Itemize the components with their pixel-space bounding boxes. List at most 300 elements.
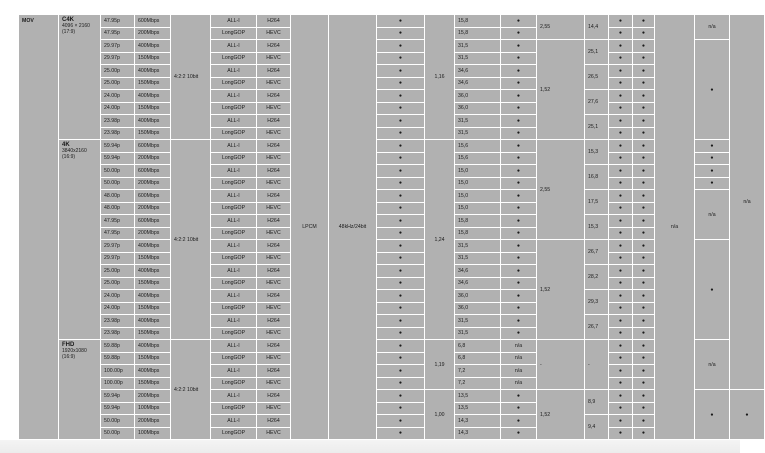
dot-cell-b: ● xyxy=(633,290,655,303)
dot-cell-a: ● xyxy=(609,240,633,253)
value-cell: 31,5 xyxy=(455,127,501,140)
bitrate-cell: 150Mbps xyxy=(135,277,171,290)
availability-cell: ● xyxy=(501,40,537,53)
dot-cell-a: ● xyxy=(609,427,633,440)
table-row xyxy=(19,140,765,153)
aspect-ratio: (16:9) xyxy=(62,354,76,361)
value-cell: 14,3 xyxy=(455,415,501,428)
feature-y-cell: ● xyxy=(695,240,730,340)
dot-cell-a: ● xyxy=(609,165,633,178)
frame-rate-cell: 29.97p xyxy=(101,52,135,65)
audio-dot-cell: ● xyxy=(377,352,425,365)
dot-cell-b: ● xyxy=(633,390,655,403)
dot-cell-a: ● xyxy=(609,277,633,290)
feature-y-cell: ● xyxy=(695,177,730,190)
compression-cell: ALL-I xyxy=(211,415,257,428)
dot-cell-b: ● xyxy=(633,427,655,440)
availability-cell: ● xyxy=(501,190,537,203)
compression-cell: LongGOP xyxy=(211,27,257,40)
audio-dot-cell: ● xyxy=(377,415,425,428)
availability-cell: ● xyxy=(501,90,537,103)
value-cell: 6,8 xyxy=(455,340,501,353)
resolution-cell xyxy=(59,340,101,440)
availability-cell: ● xyxy=(501,127,537,140)
feature-y-cell: ● xyxy=(695,390,730,440)
dot-cell-b: ● xyxy=(633,102,655,115)
factor-cell: 2,55 xyxy=(537,140,585,240)
dot-cell-b: ● xyxy=(633,277,655,290)
dot-cell-b: ● xyxy=(633,227,655,240)
bitrate-cell: 200Mbps xyxy=(135,27,171,40)
dot-cell-a: ● xyxy=(609,77,633,90)
table-row xyxy=(19,240,765,253)
codec-cell: HEVC xyxy=(257,177,291,190)
compression-cell: ALL-I xyxy=(211,65,257,78)
bitrate-cell: 200Mbps xyxy=(135,202,171,215)
dot-cell-a: ● xyxy=(609,177,633,190)
bitrate-cell: 200Mbps xyxy=(135,415,171,428)
compression-cell: LongGOP xyxy=(211,227,257,240)
frame-rate-cell: 25.00p xyxy=(101,277,135,290)
dot-cell-b: ● xyxy=(633,340,655,353)
aspect-ratio: (16:9) xyxy=(62,154,76,161)
compression-cell: ALL-I xyxy=(211,240,257,253)
bottom-fade xyxy=(0,440,740,453)
bitrate-cell: 400Mbps xyxy=(135,315,171,328)
value-cell: 36,0 xyxy=(455,102,501,115)
value-cell: 36,0 xyxy=(455,302,501,315)
codec-cell: HEVC xyxy=(257,252,291,265)
crop-factor-cell: 1,24 xyxy=(425,140,455,340)
table-row xyxy=(19,315,765,328)
audio-dot-cell: ● xyxy=(377,40,425,53)
frame-rate-cell: 47.95p xyxy=(101,15,135,28)
frame-rate-cell: 50.00p xyxy=(101,177,135,190)
value-cell: 31,5 xyxy=(455,315,501,328)
container-cell: MOV xyxy=(19,15,59,440)
frame-rate-cell: 50.00p xyxy=(101,427,135,440)
table-row xyxy=(19,65,765,78)
audio-dot-cell: ● xyxy=(377,227,425,240)
audio-dot-cell: ● xyxy=(377,115,425,128)
availability-cell: ● xyxy=(501,315,537,328)
audio-dot-cell: ● xyxy=(377,277,425,290)
codec-cell: HEVC xyxy=(257,402,291,415)
frame-rate-cell: 59.94p xyxy=(101,402,135,415)
time-cell: 8,9 xyxy=(585,390,609,415)
availability-cell: ● xyxy=(501,240,537,253)
dot-cell-b: ● xyxy=(633,65,655,78)
codec-cell: HEVC xyxy=(257,352,291,365)
availability-cell: ● xyxy=(501,302,537,315)
table-row xyxy=(19,327,765,340)
audio-dot-cell: ● xyxy=(377,140,425,153)
value-cell: 31,5 xyxy=(455,252,501,265)
table-row xyxy=(19,252,765,265)
table-row xyxy=(19,290,765,303)
dot-cell-b: ● xyxy=(633,265,655,278)
table-row xyxy=(19,377,765,390)
bitrate-cell: 400Mbps xyxy=(135,290,171,303)
codec-cell: H264 xyxy=(257,215,291,228)
dot-cell-a: ● xyxy=(609,202,633,215)
bitrate-cell: 150Mbps xyxy=(135,252,171,265)
value-cell: 34,6 xyxy=(455,65,501,78)
codec-cell: H264 xyxy=(257,65,291,78)
table-row xyxy=(19,302,765,315)
value-cell: 7,2 xyxy=(455,365,501,378)
frame-rate-cell: 24.00p xyxy=(101,90,135,103)
frame-rate-cell: 48.00p xyxy=(101,190,135,203)
audio-rate-cell: 48kHz/24bit xyxy=(329,15,377,440)
dot-cell-b: ● xyxy=(633,190,655,203)
value-cell: 31,5 xyxy=(455,40,501,53)
dot-cell-a: ● xyxy=(609,102,633,115)
codec-cell: HEVC xyxy=(257,427,291,440)
feature-y-cell: n/a xyxy=(695,190,730,240)
dot-cell-a: ● xyxy=(609,315,633,328)
dot-cell-a: ● xyxy=(609,90,633,103)
time-cell: 15,3 xyxy=(585,215,609,240)
feature-z-cell: n/a xyxy=(730,15,765,390)
table-row xyxy=(19,90,765,103)
factor-cell: 2,55 xyxy=(537,15,585,40)
audio-dot-cell: ● xyxy=(377,290,425,303)
feature-y-cell: ● xyxy=(695,40,730,140)
audio-codec-cell: LPCM xyxy=(291,15,329,440)
availability-cell: ● xyxy=(501,140,537,153)
frame-rate-cell: 47.95p xyxy=(101,27,135,40)
frame-rate-cell: 23.98p xyxy=(101,127,135,140)
codec-cell: H264 xyxy=(257,240,291,253)
resolution-cell xyxy=(59,15,101,140)
table-row xyxy=(19,215,765,228)
frame-rate-cell: 29.97p xyxy=(101,252,135,265)
time-cell: 15,3 xyxy=(585,140,609,165)
dot-cell-b: ● xyxy=(633,140,655,153)
compression-cell: ALL-I xyxy=(211,190,257,203)
bitrate-cell: 400Mbps xyxy=(135,340,171,353)
dot-cell-a: ● xyxy=(609,215,633,228)
bitrate-cell: 200Mbps xyxy=(135,227,171,240)
compression-cell: ALL-I xyxy=(211,215,257,228)
audio-dot-cell: ● xyxy=(377,190,425,203)
table-row xyxy=(19,52,765,65)
dot-cell-b: ● xyxy=(633,252,655,265)
dot-cell-a: ● xyxy=(609,190,633,203)
codec-cell: H264 xyxy=(257,140,291,153)
dot-cell-b: ● xyxy=(633,202,655,215)
value-cell: 15,0 xyxy=(455,190,501,203)
table-row xyxy=(19,265,765,278)
table-row xyxy=(19,177,765,190)
codec-cell: HEVC xyxy=(257,102,291,115)
dot-cell-b: ● xyxy=(633,15,655,28)
dot-cell-b: ● xyxy=(633,152,655,165)
codec-cell: HEVC xyxy=(257,302,291,315)
compression-cell: LongGOP xyxy=(211,102,257,115)
compression-cell: LongGOP xyxy=(211,152,257,165)
audio-dot-cell: ● xyxy=(377,27,425,40)
compression-cell: LongGOP xyxy=(211,277,257,290)
compression-cell: ALL-I xyxy=(211,365,257,378)
value-cell: 7,2 xyxy=(455,377,501,390)
compression-cell: ALL-I xyxy=(211,340,257,353)
codec-cell: H264 xyxy=(257,365,291,378)
audio-dot-cell: ● xyxy=(377,202,425,215)
frame-rate-cell: 59.88p xyxy=(101,340,135,353)
codec-cell: H264 xyxy=(257,115,291,128)
compression-cell: ALL-I xyxy=(211,15,257,28)
value-cell: 14,3 xyxy=(455,427,501,440)
value-cell: 31,5 xyxy=(455,240,501,253)
availability-cell: ● xyxy=(501,65,537,78)
resolution-size: 1920x1080 xyxy=(62,348,87,355)
frame-rate-cell: 29.97p xyxy=(101,40,135,53)
bitrate-cell: 150Mbps xyxy=(135,52,171,65)
frame-rate-cell: 50.00p xyxy=(101,165,135,178)
time-cell: 16,8 xyxy=(585,165,609,190)
time-cell: 25,1 xyxy=(585,115,609,140)
frame-rate-cell: 100.00p xyxy=(101,377,135,390)
table-row xyxy=(19,427,765,440)
compression-cell: ALL-I xyxy=(211,40,257,53)
audio-dot-cell: ● xyxy=(377,102,425,115)
bitrate-cell: 400Mbps xyxy=(135,240,171,253)
bitrate-cell: 600Mbps xyxy=(135,15,171,28)
codec-cell: HEVC xyxy=(257,77,291,90)
bitrate-cell: 400Mbps xyxy=(135,265,171,278)
frame-rate-cell: 24.00p xyxy=(101,102,135,115)
value-cell: 15,6 xyxy=(455,140,501,153)
bitrate-cell: 600Mbps xyxy=(135,165,171,178)
dot-cell-b: ● xyxy=(633,415,655,428)
dot-cell-b: ● xyxy=(633,240,655,253)
resolution-size: 4096 × 2160 xyxy=(62,23,90,30)
table-row xyxy=(19,115,765,128)
availability-cell: n/a xyxy=(501,377,537,390)
crop-factor-cell: 1,00 xyxy=(425,390,455,440)
compression-cell: LongGOP xyxy=(211,352,257,365)
availability-cell: ● xyxy=(501,77,537,90)
table-row xyxy=(19,390,765,403)
table-row xyxy=(19,77,765,90)
value-cell: 15,0 xyxy=(455,177,501,190)
table-row xyxy=(19,277,765,290)
audio-dot-cell: ● xyxy=(377,240,425,253)
availability-cell: ● xyxy=(501,102,537,115)
value-cell: 31,5 xyxy=(455,52,501,65)
dot-cell-b: ● xyxy=(633,327,655,340)
bitrate-cell: 600Mbps xyxy=(135,190,171,203)
bitrate-cell: 400Mbps xyxy=(135,365,171,378)
availability-cell: ● xyxy=(501,177,537,190)
table-row xyxy=(19,352,765,365)
compression-cell: ALL-I xyxy=(211,290,257,303)
availability-cell: n/a xyxy=(501,352,537,365)
codec-cell: HEVC xyxy=(257,202,291,215)
dot-cell-a: ● xyxy=(609,140,633,153)
compression-cell: LongGOP xyxy=(211,427,257,440)
dot-cell-b: ● xyxy=(633,165,655,178)
factor-cell: 1,52 xyxy=(537,390,585,440)
audio-dot-cell: ● xyxy=(377,365,425,378)
dot-cell-a: ● xyxy=(609,265,633,278)
time-cell: 25,1 xyxy=(585,40,609,65)
feature-y-cell: n/a xyxy=(695,15,730,40)
sampling-cell: 4:2:2 10bit xyxy=(171,15,211,140)
codec-cell: H264 xyxy=(257,315,291,328)
frame-rate-cell: 24.00p xyxy=(101,290,135,303)
availability-cell: ● xyxy=(501,27,537,40)
frame-rate-cell: 47.95p xyxy=(101,215,135,228)
value-cell: 15,0 xyxy=(455,202,501,215)
dot-cell-a: ● xyxy=(609,327,633,340)
table-row xyxy=(19,152,765,165)
frame-rate-cell: 24.00p xyxy=(101,302,135,315)
time-cell: - xyxy=(585,340,609,390)
dot-cell-a: ● xyxy=(609,365,633,378)
availability-cell: ● xyxy=(501,327,537,340)
value-cell: 34,6 xyxy=(455,265,501,278)
availability-cell: ● xyxy=(501,152,537,165)
audio-dot-cell: ● xyxy=(377,215,425,228)
availability-cell: ● xyxy=(501,427,537,440)
availability-cell: n/a xyxy=(501,340,537,353)
table-row xyxy=(19,340,765,353)
audio-dot-cell: ● xyxy=(377,165,425,178)
bitrate-cell: 600Mbps xyxy=(135,215,171,228)
availability-cell: ● xyxy=(501,165,537,178)
crop-factor-cell: 1,19 xyxy=(425,340,455,390)
audio-dot-cell: ● xyxy=(377,302,425,315)
bitrate-cell: 400Mbps xyxy=(135,40,171,53)
audio-dot-cell: ● xyxy=(377,427,425,440)
compression-cell: ALL-I xyxy=(211,140,257,153)
dot-cell-a: ● xyxy=(609,377,633,390)
codec-cell: HEVC xyxy=(257,277,291,290)
availability-cell: ● xyxy=(501,277,537,290)
audio-dot-cell: ● xyxy=(377,252,425,265)
compression-cell: LongGOP xyxy=(211,77,257,90)
dot-cell-b: ● xyxy=(633,302,655,315)
bitrate-cell: 150Mbps xyxy=(135,352,171,365)
codec-cell: H264 xyxy=(257,40,291,53)
feature-z-cell: ● xyxy=(730,390,765,440)
dot-cell-b: ● xyxy=(633,402,655,415)
frame-rate-cell: 50.00p xyxy=(101,415,135,428)
compression-cell: ALL-I xyxy=(211,265,257,278)
availability-cell: ● xyxy=(501,290,537,303)
bitrate-cell: 100Mbps xyxy=(135,427,171,440)
dot-cell-a: ● xyxy=(609,390,633,403)
audio-dot-cell: ● xyxy=(377,15,425,28)
bitrate-cell: 150Mbps xyxy=(135,302,171,315)
dot-cell-b: ● xyxy=(633,27,655,40)
codec-cell: H264 xyxy=(257,390,291,403)
resolution-name: 4K xyxy=(62,142,70,148)
availability-cell: n/a xyxy=(501,365,537,378)
bitrate-cell: 200Mbps xyxy=(135,152,171,165)
value-cell: 34,6 xyxy=(455,77,501,90)
aspect-ratio: (17:9) xyxy=(62,29,76,36)
dot-cell-a: ● xyxy=(609,290,633,303)
codec-cell: HEVC xyxy=(257,377,291,390)
time-cell: 26,7 xyxy=(585,315,609,340)
table-row xyxy=(19,402,765,415)
frame-rate-cell: 25.00p xyxy=(101,77,135,90)
dot-cell-a: ● xyxy=(609,152,633,165)
availability-cell: ● xyxy=(501,227,537,240)
time-cell: 17,5 xyxy=(585,190,609,215)
value-cell: 15,6 xyxy=(455,152,501,165)
value-cell: 15,8 xyxy=(455,27,501,40)
frame-rate-cell: 100.00p xyxy=(101,365,135,378)
codec-cell: HEVC xyxy=(257,127,291,140)
dot-cell-b: ● xyxy=(633,90,655,103)
time-cell: 29,3 xyxy=(585,290,609,315)
table-row xyxy=(19,102,765,115)
codec-cell: H264 xyxy=(257,90,291,103)
compression-cell: ALL-I xyxy=(211,90,257,103)
availability-cell: ● xyxy=(501,115,537,128)
time-cell: 28,2 xyxy=(585,265,609,290)
table-row xyxy=(19,190,765,203)
dot-cell-b: ● xyxy=(633,377,655,390)
value-cell: 34,6 xyxy=(455,277,501,290)
dot-cell-a: ● xyxy=(609,65,633,78)
codec-cell: H264 xyxy=(257,190,291,203)
time-cell: 14,4 xyxy=(585,15,609,40)
codec-cell: HEVC xyxy=(257,227,291,240)
dot-cell-a: ● xyxy=(609,415,633,428)
compression-cell: LongGOP xyxy=(211,127,257,140)
dot-cell-a: ● xyxy=(609,52,633,65)
bitrate-cell: 150Mbps xyxy=(135,377,171,390)
dot-cell-a: ● xyxy=(609,40,633,53)
compression-cell: LongGOP xyxy=(211,402,257,415)
codec-cell: H264 xyxy=(257,15,291,28)
frame-rate-cell: 23.98p xyxy=(101,115,135,128)
availability-cell: ● xyxy=(501,415,537,428)
frame-rate-cell: 59.88p xyxy=(101,352,135,365)
audio-dot-cell: ● xyxy=(377,340,425,353)
audio-dot-cell: ● xyxy=(377,377,425,390)
audio-dot-cell: ● xyxy=(377,65,425,78)
codec-cell: H264 xyxy=(257,415,291,428)
resolution-name: FHD xyxy=(62,342,75,348)
audio-dot-cell: ● xyxy=(377,177,425,190)
dot-cell-a: ● xyxy=(609,340,633,353)
audio-dot-cell: ● xyxy=(377,90,425,103)
dot-cell-a: ● xyxy=(609,302,633,315)
mid-na-cell: n/a xyxy=(655,15,695,440)
audio-dot-cell: ● xyxy=(377,77,425,90)
value-cell: 15,8 xyxy=(455,15,501,28)
recording-spec-table xyxy=(18,14,765,440)
bitrate-cell: 150Mbps xyxy=(135,102,171,115)
compression-cell: LongGOP xyxy=(211,327,257,340)
dot-cell-a: ● xyxy=(609,27,633,40)
dot-cell-a: ● xyxy=(609,15,633,28)
feature-y-cell: ● xyxy=(695,165,730,178)
dot-cell-b: ● xyxy=(633,52,655,65)
frame-rate-cell: 59.94p xyxy=(101,152,135,165)
value-cell: 6,8 xyxy=(455,352,501,365)
frame-rate-cell: 23.98p xyxy=(101,327,135,340)
resolution-cell xyxy=(59,140,101,340)
value-cell: 36,0 xyxy=(455,90,501,103)
